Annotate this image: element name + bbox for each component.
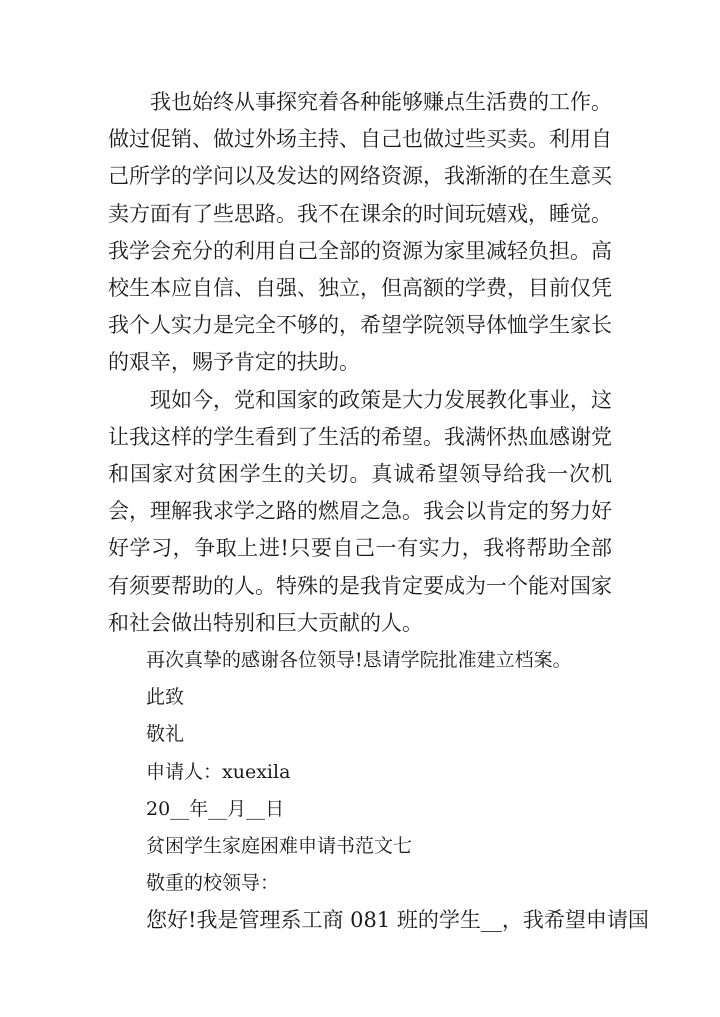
greeting-line: 敬重的校领导： <box>146 872 280 895</box>
section-title: 贫困学生家庭困难申请书范文七 <box>146 835 413 858</box>
applicant-line: 申请人：xuexila <box>146 760 291 783</box>
body-paragraph-2: 现如今，党和国家的政策是大力发展教化事业，这让我这样的学生看到了生活的希望。我满怀热血感谢党和国家对贫困学生的关切。真诚希望领导给我一次机会，理解我求学之路的燃眉之急。我会以肯定的努力好好学习，争取上进!只要自己一有实力，我将帮助全部有须要帮助的人。特殊的是我肯定要成为一个能对国家和社会做出特别和巨大贡献的人。 <box>108 387 612 635</box>
document-page <box>108 84 649 940</box>
salutation-cizhi: 此致 <box>146 686 185 709</box>
salutation-jingli: 敬礼 <box>146 723 185 746</box>
thanks-line: 再次真挚的感谢各位领导!恳请学院批准建立档案。 <box>146 649 572 672</box>
date-line: 20__年__月__日 <box>146 797 285 820</box>
opening-line: 您好!我是管理系工商 081 班的学生__，我希望申请国 <box>146 908 649 933</box>
body-paragraph-1: 我也始终从事探究着各种能够赚点生活费的工作。做过促销、做过外场主持、自己也做过些买卖。利用自己所学的学问以及发达的网络资源，我渐渐的在生意买卖方面有了些思路。我不在课余的时间玩嬉戏，睡觉。我学会充分的利用自己全部的资源为家里减轻负担。高校生本应自信、自强、独立，但高额的学费，目前仅凭我个人实力是完全不够的，希望学院领导体恤学生家长的艰辛，赐予肯定的扶助。 <box>108 90 612 375</box>
